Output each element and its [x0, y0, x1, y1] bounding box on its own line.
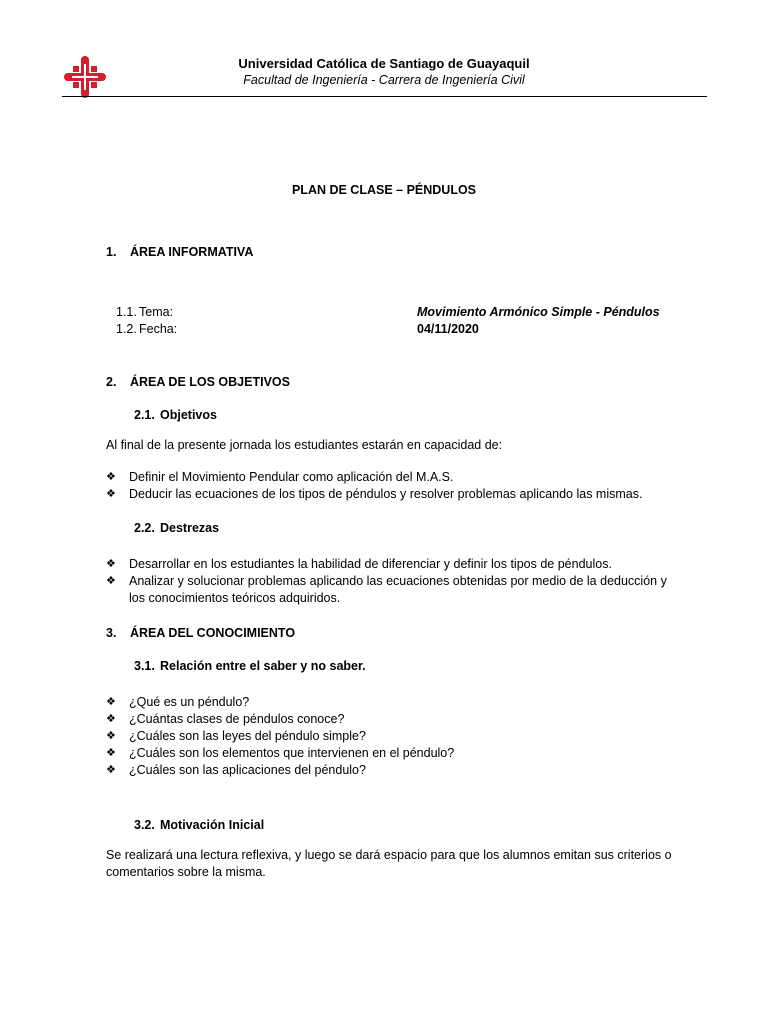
subsection-title: Objetivos — [160, 408, 217, 422]
list-item — [106, 694, 686, 711]
info-row-number: 1.2. — [116, 322, 137, 336]
section-3-heading — [106, 625, 295, 642]
diamond-bullet-icon: ❖ — [106, 764, 116, 776]
info-row-tema-label — [116, 304, 173, 321]
subsection-3-1-heading — [134, 658, 366, 675]
subsection-number: 2.1. — [134, 408, 155, 422]
diamond-bullet-icon: ❖ — [106, 696, 116, 708]
diamond-bullet-icon: ❖ — [106, 471, 116, 483]
subsection-title: Motivación Inicial — [160, 818, 265, 832]
section-2-heading — [106, 374, 290, 391]
document-title: PLAN DE CLASE – PÉNDULOS — [291, 183, 477, 197]
diamond-bullet-icon: ❖ — [106, 730, 116, 742]
diamond-bullet-icon: ❖ — [106, 488, 116, 500]
info-row-number: 1.1. — [116, 305, 137, 319]
section-1-heading — [106, 244, 253, 261]
list-item-text: Analizar y solucionar problemas aplicando las ecuaciones obtenidas por medio de la deducción y los conocimientos teóricos adquiridos. — [129, 574, 667, 605]
diamond-bullet-icon: ❖ — [106, 575, 116, 587]
list-item — [106, 711, 686, 728]
list-item — [106, 556, 686, 573]
header-divider — [62, 96, 707, 97]
list-item-text: ¿Cuáles son las leyes del péndulo simple? — [129, 729, 366, 743]
section-2-number: 2. — [106, 375, 117, 389]
list-item — [106, 762, 686, 779]
list-item — [106, 486, 686, 503]
list-item-text: ¿Cuáles son los elementos que intervienen en el péndulo? — [129, 746, 455, 760]
list-item-text: ¿Qué es un péndulo? — [129, 695, 250, 709]
list-item-text: ¿Cuáles son las aplicaciones del péndulo? — [129, 763, 366, 777]
section-1-title: ÁREA INFORMATIVA — [130, 245, 254, 259]
subsection-number: 3.2. — [134, 818, 155, 832]
subsection-3-2-heading — [134, 817, 264, 834]
list-item-text: Definir el Movimiento Pendular como aplicación del M.A.S. — [129, 470, 454, 484]
list-item — [106, 745, 686, 762]
university-name: Universidad Católica de Santiago de Guayaquil — [238, 56, 530, 71]
objectives-intro: Al final de la presente jornada los estudiantes estarán en capacidad de: — [106, 438, 503, 452]
section-1-number: 1. — [106, 245, 117, 259]
info-row-label: Fecha: — [139, 322, 178, 336]
diamond-bullet-icon: ❖ — [106, 713, 116, 725]
section-3-number: 3. — [106, 626, 117, 640]
objectives-list — [106, 469, 686, 503]
motivation-paragraph: Se realizará una lectura reflexiva, y luego se dará espacio para que los alumnos emitan sus criterios o comentarios sobre la misma. — [106, 848, 672, 879]
section-2-title: ÁREA DE LOS OBJETIVOS — [130, 375, 290, 389]
info-row-fecha-value: 04/11/2020 — [417, 322, 479, 336]
subsection-2-2-heading — [134, 520, 219, 537]
diamond-bullet-icon: ❖ — [106, 747, 116, 759]
section-3-title: ÁREA DEL CONOCIMIENTO — [130, 626, 296, 640]
questions-list — [106, 694, 686, 779]
subsection-title: Relación entre el saber y no saber. — [160, 659, 366, 673]
list-item-text: Desarrollar en los estudiantes la habilidad de diferenciar y definir los tipos de péndulos. — [129, 557, 612, 571]
list-item — [106, 728, 686, 745]
subsection-title: Destrezas — [160, 521, 220, 535]
faculty-name: Facultad de Ingeniería - Carrera de Ingeniería Civil — [243, 73, 525, 87]
list-item-text: ¿Cuántas clases de péndulos conoce? — [129, 712, 345, 726]
subsection-number: 3.1. — [134, 659, 155, 673]
list-item — [106, 469, 686, 486]
skills-list — [106, 556, 686, 607]
list-item-text: Deducir las ecuaciones de los tipos de péndulos y resolver problemas aplicando las mismas. — [129, 487, 643, 501]
list-item — [106, 573, 686, 607]
info-row-tema-value: Movimiento Armónico Simple - Péndulos — [417, 305, 660, 319]
info-row-label: Tema: — [139, 305, 174, 319]
subsection-2-1-heading — [134, 407, 217, 424]
subsection-number: 2.2. — [134, 521, 155, 535]
info-row-fecha-label — [116, 321, 177, 338]
diamond-bullet-icon: ❖ — [106, 558, 116, 570]
